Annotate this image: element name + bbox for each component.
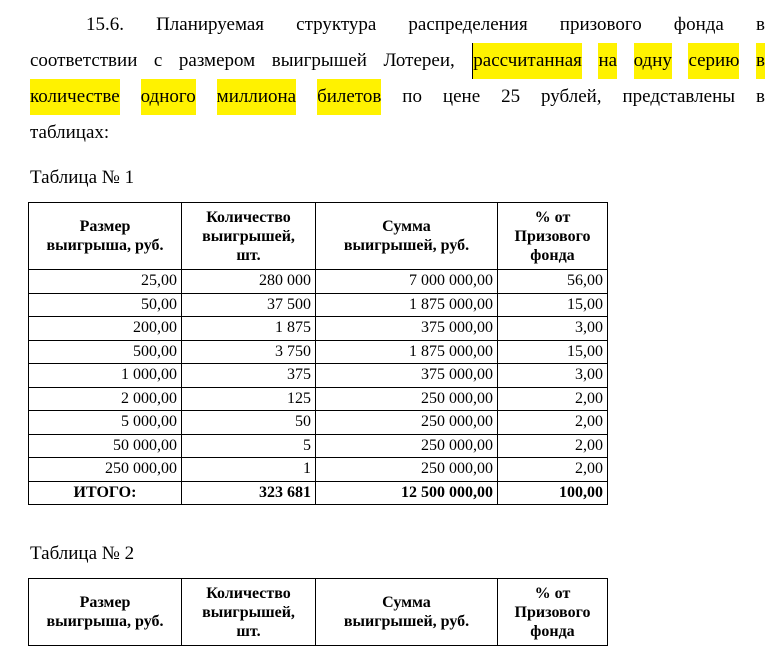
highlighted-word: рассчитанная bbox=[472, 43, 582, 79]
word: Планируемая bbox=[156, 14, 265, 35]
highlighted-word: в bbox=[756, 43, 765, 79]
highlighted-word: миллиона bbox=[217, 79, 296, 115]
word: с bbox=[153, 50, 163, 71]
header-prize-count: Количество выигрышей, шт. bbox=[182, 579, 316, 646]
prize-table-1 bbox=[28, 202, 608, 505]
paragraph-line-3 bbox=[30, 79, 765, 115]
word: распределения bbox=[408, 14, 528, 35]
word: рублей, bbox=[541, 86, 602, 107]
prize-table-2 bbox=[28, 578, 608, 646]
paragraph-line-4 bbox=[30, 115, 765, 151]
header-prize-count: Количество выигрышей, шт. bbox=[182, 203, 316, 270]
highlighted-word: серию bbox=[688, 43, 739, 79]
table-header-row bbox=[29, 203, 608, 270]
word: структура bbox=[296, 14, 377, 35]
word: соответствии bbox=[30, 50, 138, 71]
word: в bbox=[755, 14, 765, 35]
word: цене bbox=[442, 86, 481, 107]
word: по bbox=[402, 86, 422, 107]
paragraph-line-2 bbox=[30, 43, 765, 79]
word: размером bbox=[178, 50, 256, 71]
header-prize-size: Размер выигрыша, руб. bbox=[29, 579, 182, 646]
word: фонда bbox=[673, 14, 724, 35]
header-prize-percent: % от Призового фонда bbox=[498, 203, 608, 270]
header-prize-percent: % от Призового фонда bbox=[498, 579, 608, 646]
highlighted-word: на bbox=[598, 43, 617, 79]
word: Лотереи, bbox=[383, 50, 455, 71]
table-row: 5 000,00 50 250 000,00 2,00 bbox=[29, 411, 608, 435]
table-1-caption: Таблица № 1 bbox=[30, 167, 135, 188]
section-15-6-paragraph bbox=[30, 7, 765, 151]
word: представлены bbox=[622, 86, 736, 107]
word: 25 bbox=[501, 86, 521, 107]
header-prize-size: Размер выигрыша, руб. bbox=[29, 203, 182, 270]
highlighted-word: одного bbox=[141, 79, 196, 115]
highlighted-word: билетов bbox=[317, 79, 381, 115]
word: призового bbox=[559, 14, 642, 35]
table-total-row: ИТОГО: 323 681 12 500 000,00 100,00 bbox=[29, 481, 608, 505]
word: таблицах: bbox=[30, 122, 110, 143]
table-row: 2 000,00 125 250 000,00 2,00 bbox=[29, 387, 608, 411]
header-prize-sum: Сумма выигрышей, руб. bbox=[316, 203, 498, 270]
table-row: 250 000,00 1 250 000,00 2,00 bbox=[29, 458, 608, 482]
highlighted-word: количестве bbox=[30, 79, 120, 115]
paragraph-line-1 bbox=[30, 7, 765, 43]
table-row: 50,00 37 500 1 875 000,00 15,00 bbox=[29, 293, 608, 317]
table-row: 1 000,00 375 375 000,00 3,00 bbox=[29, 364, 608, 388]
table-row: 25,00 280 000 7 000 000,00 56,00 bbox=[29, 270, 608, 294]
table-row: 50 000,00 5 250 000,00 2,00 bbox=[29, 434, 608, 458]
word: выигрышей bbox=[271, 50, 367, 71]
table-row: 200,00 1 875 375 000,00 3,00 bbox=[29, 317, 608, 341]
table-2-caption: Таблица № 2 bbox=[30, 543, 135, 564]
word: в bbox=[755, 86, 765, 107]
table-header-row bbox=[29, 579, 608, 646]
word: 15.6. bbox=[86, 14, 124, 35]
highlighted-word: одну bbox=[634, 43, 672, 79]
table-row: 500,00 3 750 1 875 000,00 15,00 bbox=[29, 340, 608, 364]
header-prize-sum: Сумма выигрышей, руб. bbox=[316, 579, 498, 646]
